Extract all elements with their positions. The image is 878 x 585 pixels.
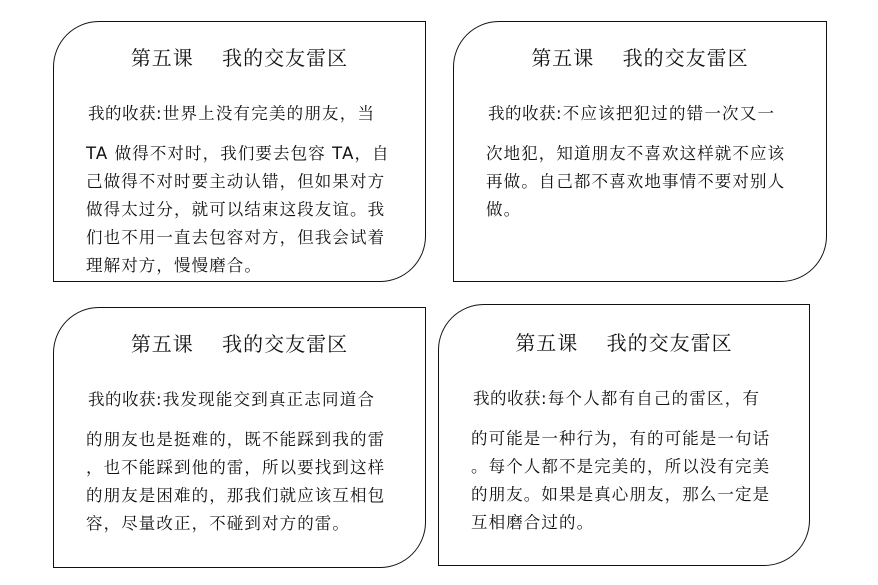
- harvest-label: 我的收获: [473, 389, 541, 408]
- lead-text: :每个人都有自己的雷区，有: [541, 389, 761, 408]
- card-lead: [88, 386, 375, 410]
- body-line: 次地犯，知道朋友不喜欢这样就不应该: [486, 144, 786, 163]
- lead-text: :世界上没有完美的朋友，当: [156, 104, 376, 123]
- harvest-label: 我的收获: [488, 104, 556, 123]
- card-lead: [88, 100, 375, 124]
- card-body: [486, 140, 785, 224]
- body-line: 们也不用一直去包容对方，但我会试着: [86, 228, 386, 247]
- body-line: 己做得不对时要主动认错，但如果对方: [86, 172, 386, 191]
- card-lead: [488, 100, 775, 124]
- card-title: 第五课 我的交友雷区: [130, 46, 349, 70]
- card-body: [471, 425, 770, 537]
- body-line: 互相磨合过的。: [471, 513, 595, 532]
- card-title: 第五课 我的交友雷区: [515, 331, 733, 355]
- body-line: 。每个人都不是完美的，所以没有完美: [471, 457, 771, 476]
- harvest-label: 我的收获: [88, 104, 156, 123]
- body-line: 的朋友。如果是真心朋友，那么一定是: [471, 485, 771, 504]
- card-lead: [473, 385, 760, 409]
- body-line: TA 做得不对时，我们要去包容 TA，自: [86, 144, 390, 163]
- body-line: 的朋友是困难的，那我们就应该互相包: [86, 486, 386, 505]
- body-line: 的可能是一种行为，有的可能是一句话: [471, 429, 771, 448]
- card-title: 第五课 我的交友雷区: [130, 332, 349, 356]
- harvest-label: 我的收获: [88, 390, 156, 409]
- body-line: 再做。自己都不喜欢地事情不要对别人: [486, 172, 786, 191]
- body-line: 做。: [486, 200, 522, 219]
- body-line: 做得太过分，就可以结束这段友谊。我: [86, 200, 386, 219]
- lead-text: :我发现能交到真正志同道合: [156, 390, 376, 409]
- reflection-card-2: [453, 21, 827, 282]
- body-line: 理解对方，慢慢磨合。: [86, 256, 262, 275]
- card-title: 第五课 我的交友雷区: [531, 46, 749, 70]
- card-body: [86, 140, 390, 280]
- lead-text: :不应该把犯过的错一次又一: [556, 104, 776, 123]
- reflection-card-4: [438, 304, 810, 566]
- reflection-card-3: [53, 307, 426, 568]
- reflection-card-1: [53, 21, 426, 282]
- body-line: 容，尽量改正，不碰到对方的雷。: [86, 514, 350, 533]
- body-line: 的朋友也是挺难的，既不能踩到我的雷: [86, 430, 386, 449]
- body-line: ，也不能踩到他的雷，所以要找到这样: [86, 458, 386, 477]
- card-body: [86, 426, 385, 538]
